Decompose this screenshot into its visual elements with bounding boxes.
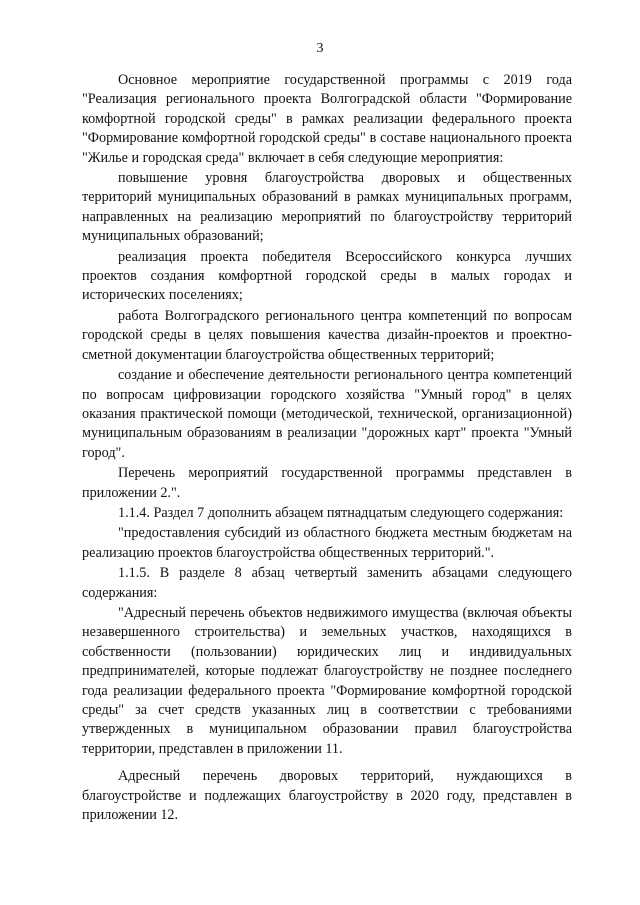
paragraph-item-1-1-5: 1.1.5. В разделе 8 абзац четвертый заменить абзацами следующего содержания:: [82, 565, 572, 601]
paragraph-subsidies-quote: "предоставления субсидий из областного бюджета местным бюджетам на реализацию проектов благоустройства общественных территорий.".: [82, 525, 572, 561]
paragraph-competence-center: работа Волгоградского регионального центра компетенций по вопросам городской среды в целях повышения качества дизайн-проектов и проектно-сметной документации благоустройства общественных территорий;: [82, 307, 572, 363]
paragraph-contest-winner: реализация проекта победителя Всероссийского конкурса лучших проектов создания комфортной городской среды в малых городах и исторических поселениях;: [82, 248, 572, 304]
paragraph-smart-city: создание и обеспечение деятельности регионального центра компетенций по вопросам цифровизации городского хозяйства "Умный город" в целях оказания практической помощи (методической, технической, организационной) муниципальным образованиям в реализации "дорожных карт" проекта "Умный город".: [82, 367, 572, 461]
document-body: [82, 71, 572, 825]
paragraph-yard-territories: Адресный перечень дворовых территорий, нуждающихся в благоустройстве и подлежащих благоустройству в 2020 году, представлен в приложении 12.: [82, 768, 572, 824]
paragraph-improvement-level: повышение уровня благоустройства дворовых и общественных территорий муниципальных образований в рамках муниципальных программ, направленных на реализацию мероприятий по благоустройству территорий муниципальных образований;: [82, 170, 572, 245]
paragraph-item-1-1-4: 1.1.4. Раздел 7 дополнить абзацем пятнадцатым следующего содержания:: [118, 504, 564, 521]
paragraph-main-activity: Основное мероприятие государственной программы с 2019 года "Реализация регионального проекта Волгоградской области "Формирование комфортной городской среды" в рамках реализации федерального проекта "Формирование комфортной городской среды" в составе национального проекта "Жилье и городская среда" включает в себя следующие мероприятия:: [82, 72, 572, 166]
page-number: 3: [316, 41, 324, 56]
paragraph-activities-list: Перечень мероприятий государственной программы представлен в приложении 2.".: [82, 465, 572, 501]
paragraph-property-list-quote: "Адресный перечень объектов недвижимого имущества (включая объекты незавершенного строительства) и земельных участков, находящихся в собственности (пользовании) юридических лиц и индивидуальных предпринимателей, которые подлежат благоустройству не позднее последнего года реализации федерального проекта "Формирование комфортной городской среды" за счет средств указанных лиц в соответствии с требованиями утвержденных в муниципальном образовании правил благоустройства территории, представлен в приложении 11.: [82, 604, 572, 757]
